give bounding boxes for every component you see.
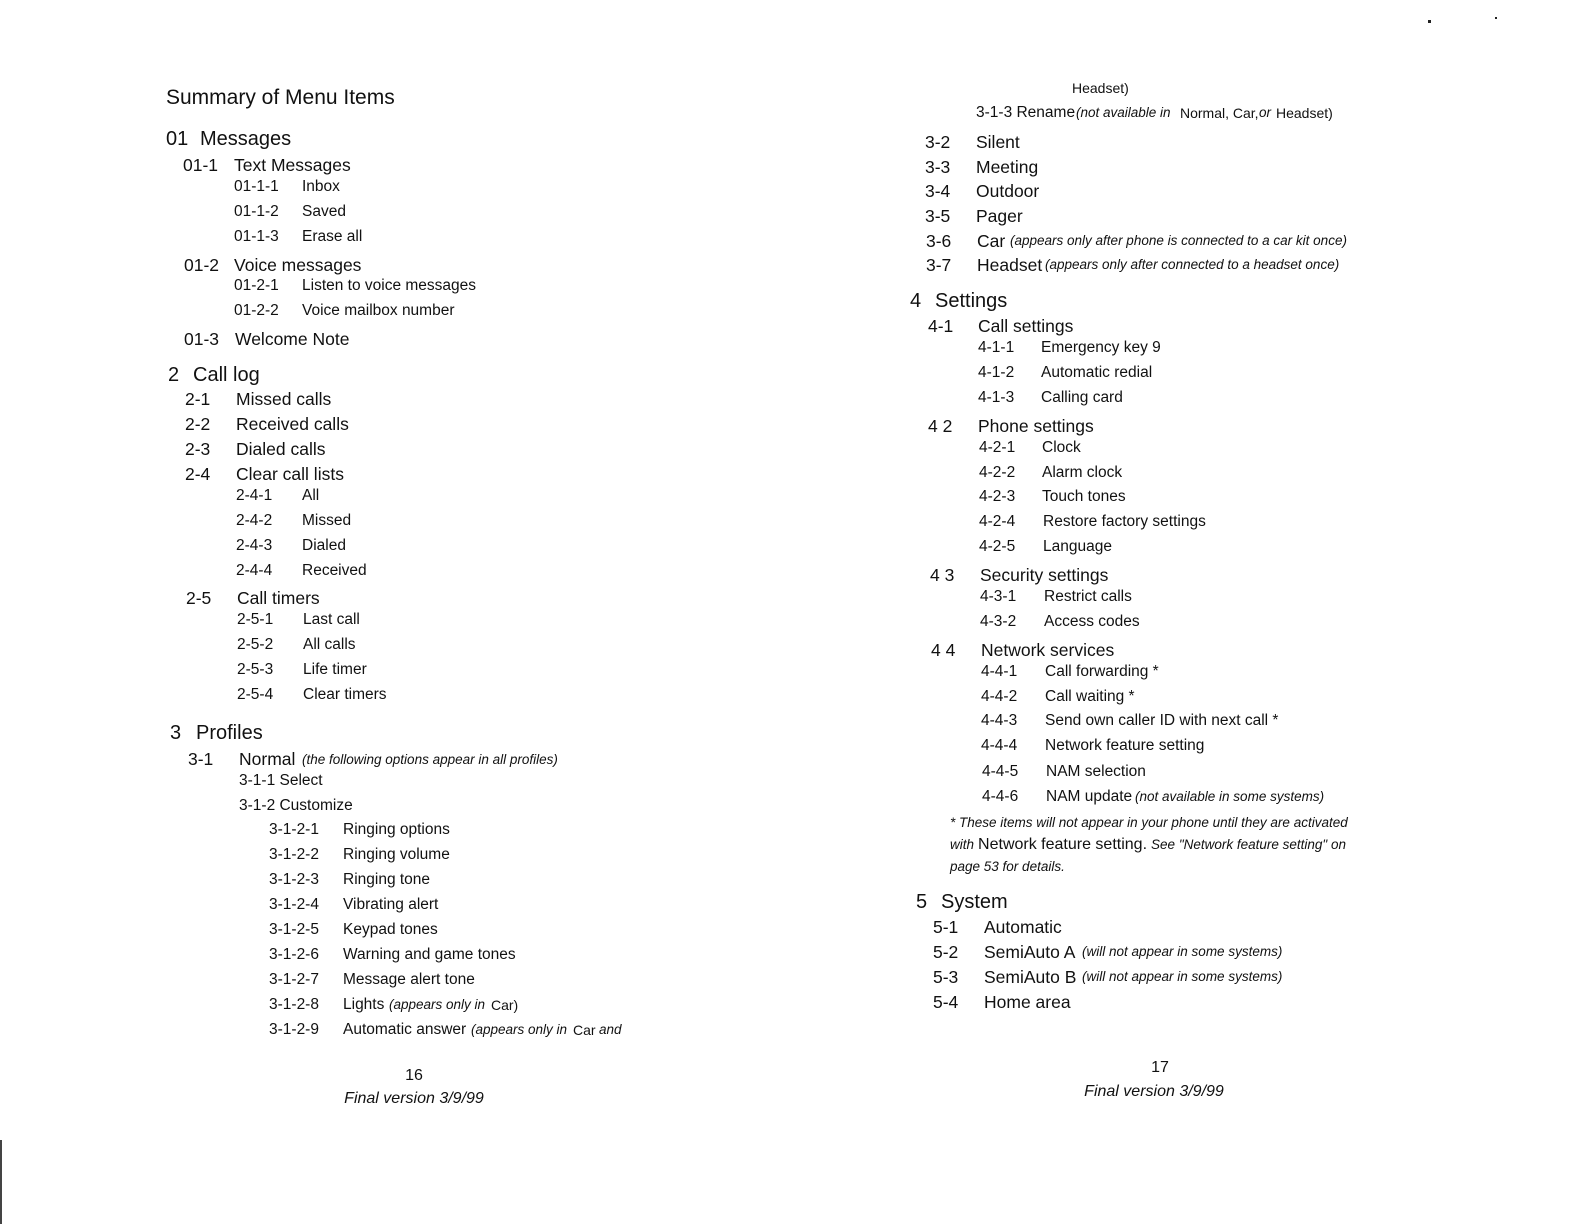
menu-note: (the following options appear in all profiles) — [302, 752, 558, 767]
page-number: 17 — [1151, 1059, 1169, 1076]
page-number: 16 — [405, 1067, 423, 1084]
scan-edge-line — [0, 1140, 2, 1224]
menu-note: (will not appear in some systems) — [1082, 969, 1283, 984]
menu-note: Headset) — [1276, 105, 1333, 121]
menu-note: (will not appear in some systems) — [1082, 944, 1283, 959]
right-page: Headset) 3-1-3 Rename (not available in Normal, Car, or Headset) 3-2 Silent 3-3 Meeting 3-4 Outdoor 3-5 Pager 3-6 Car (appears only after phone is connected to a car kit once) 3-7 Headset (appears only after connected to a headset once) 4 Settings 4-1 Call settings 4-1-1 Emergency key 9 4-1-2 Automatic redial 4-1-3 Calling card 4 2 Phone settings 4-2-1 Clock 4-2-2 Alarm clock 4-2-3 Touch tones 4-2-4 Restore factory settings 4-2-5 Language 4 3 Security settings 4-3-1 Restrict calls 4-3-2 Access codes 4 4 Network services 4-4-1 Call forwarding * 4-4-2 Call waiting * 4-4-3 Send own caller ID with next call * 4-4-4 Network feature setting 4-4-5 NAM selection 4-4-6 NAM update (not available in some systems) * These items will not appear in your phone until they are activated with Network feature setting. See "Network feature setting" on page 53 for details. 5 System 5-1 Automatic 5-2 SemiAuto A (will not appear in some systems) 5-3 SemiAuto B (will not appear in some systems) 5-4 Home area 17 Final version 3/9/99 — [792, 0, 1584, 1224]
menu-note: (appears only after connected to a headset once) — [1045, 257, 1340, 272]
left-page: Summary of Menu Items 01 Messages 01-1 Text Messages 01-1-1 Inbox 01-1-2 Saved 01-1-3 Erase all 01-2 Voice messages 01-2-1 Listen to voice messages 01-2-2 Voice mailbox number 01-3 Welcome Note 2 Call log 2-1 Missed calls 2-2 Received calls 2-3 Dialed calls 2-4 Clear call lists 2-4-1 All 2-4-2 Missed 2-4-3 Dialed 2-4-4 Received 2-5 Call timers 2-5-1 Last call 2-5-2 All calls 2-5-3 Life timer 2-5-4 Clear timers 3 Profiles 3-1 Normal (the following options appear in all profiles) 3-1-1 Select 3-1-2 Customize 3-1-2-1 Ringing options 3-1-2-2 Ringing volume 3-1-2-3 Ringing tone 3-1-2-4 Vibrating alert 3-1-2-5 Keypad tones 3-1-2-6 Warning and game tones 3-1-2-7 Message alert tone 3-1-2-8 Lights (appears only in Car) 3-1-2-9 Automatic answer (appears only in Car and 16 Final version 3/9/99 — [166, 86, 622, 1107]
menu-note: (appears only in — [389, 997, 486, 1012]
version-note: Final version 3/9/99 — [1084, 1083, 1224, 1100]
menu-note: (appears only in — [471, 1022, 568, 1037]
menu-note: (not available in some systems) — [1135, 789, 1325, 804]
menu-note: and — [599, 1022, 622, 1037]
footnote: * These items will not appear in your phone until they are activated with Network feature setting. See "Network feature setting" on page 53 for details. — [950, 815, 1348, 874]
version-note: Final version 3/9/99 — [344, 1090, 484, 1107]
menu-note: Car — [573, 1022, 596, 1038]
menu-note: (not available in — [1076, 105, 1171, 120]
scan-speck — [1428, 20, 1431, 23]
page-title: Summary of Menu Items — [166, 86, 395, 109]
continued-text: Headset) — [1072, 80, 1129, 96]
scan-speck — [1495, 17, 1497, 19]
menu-note: or — [1259, 105, 1272, 120]
menu-note: Car) — [491, 997, 519, 1013]
menu-note: (appears only after phone is connected to a car kit once) — [1010, 233, 1347, 248]
menu-note: Normal, Car, — [1180, 105, 1259, 121]
